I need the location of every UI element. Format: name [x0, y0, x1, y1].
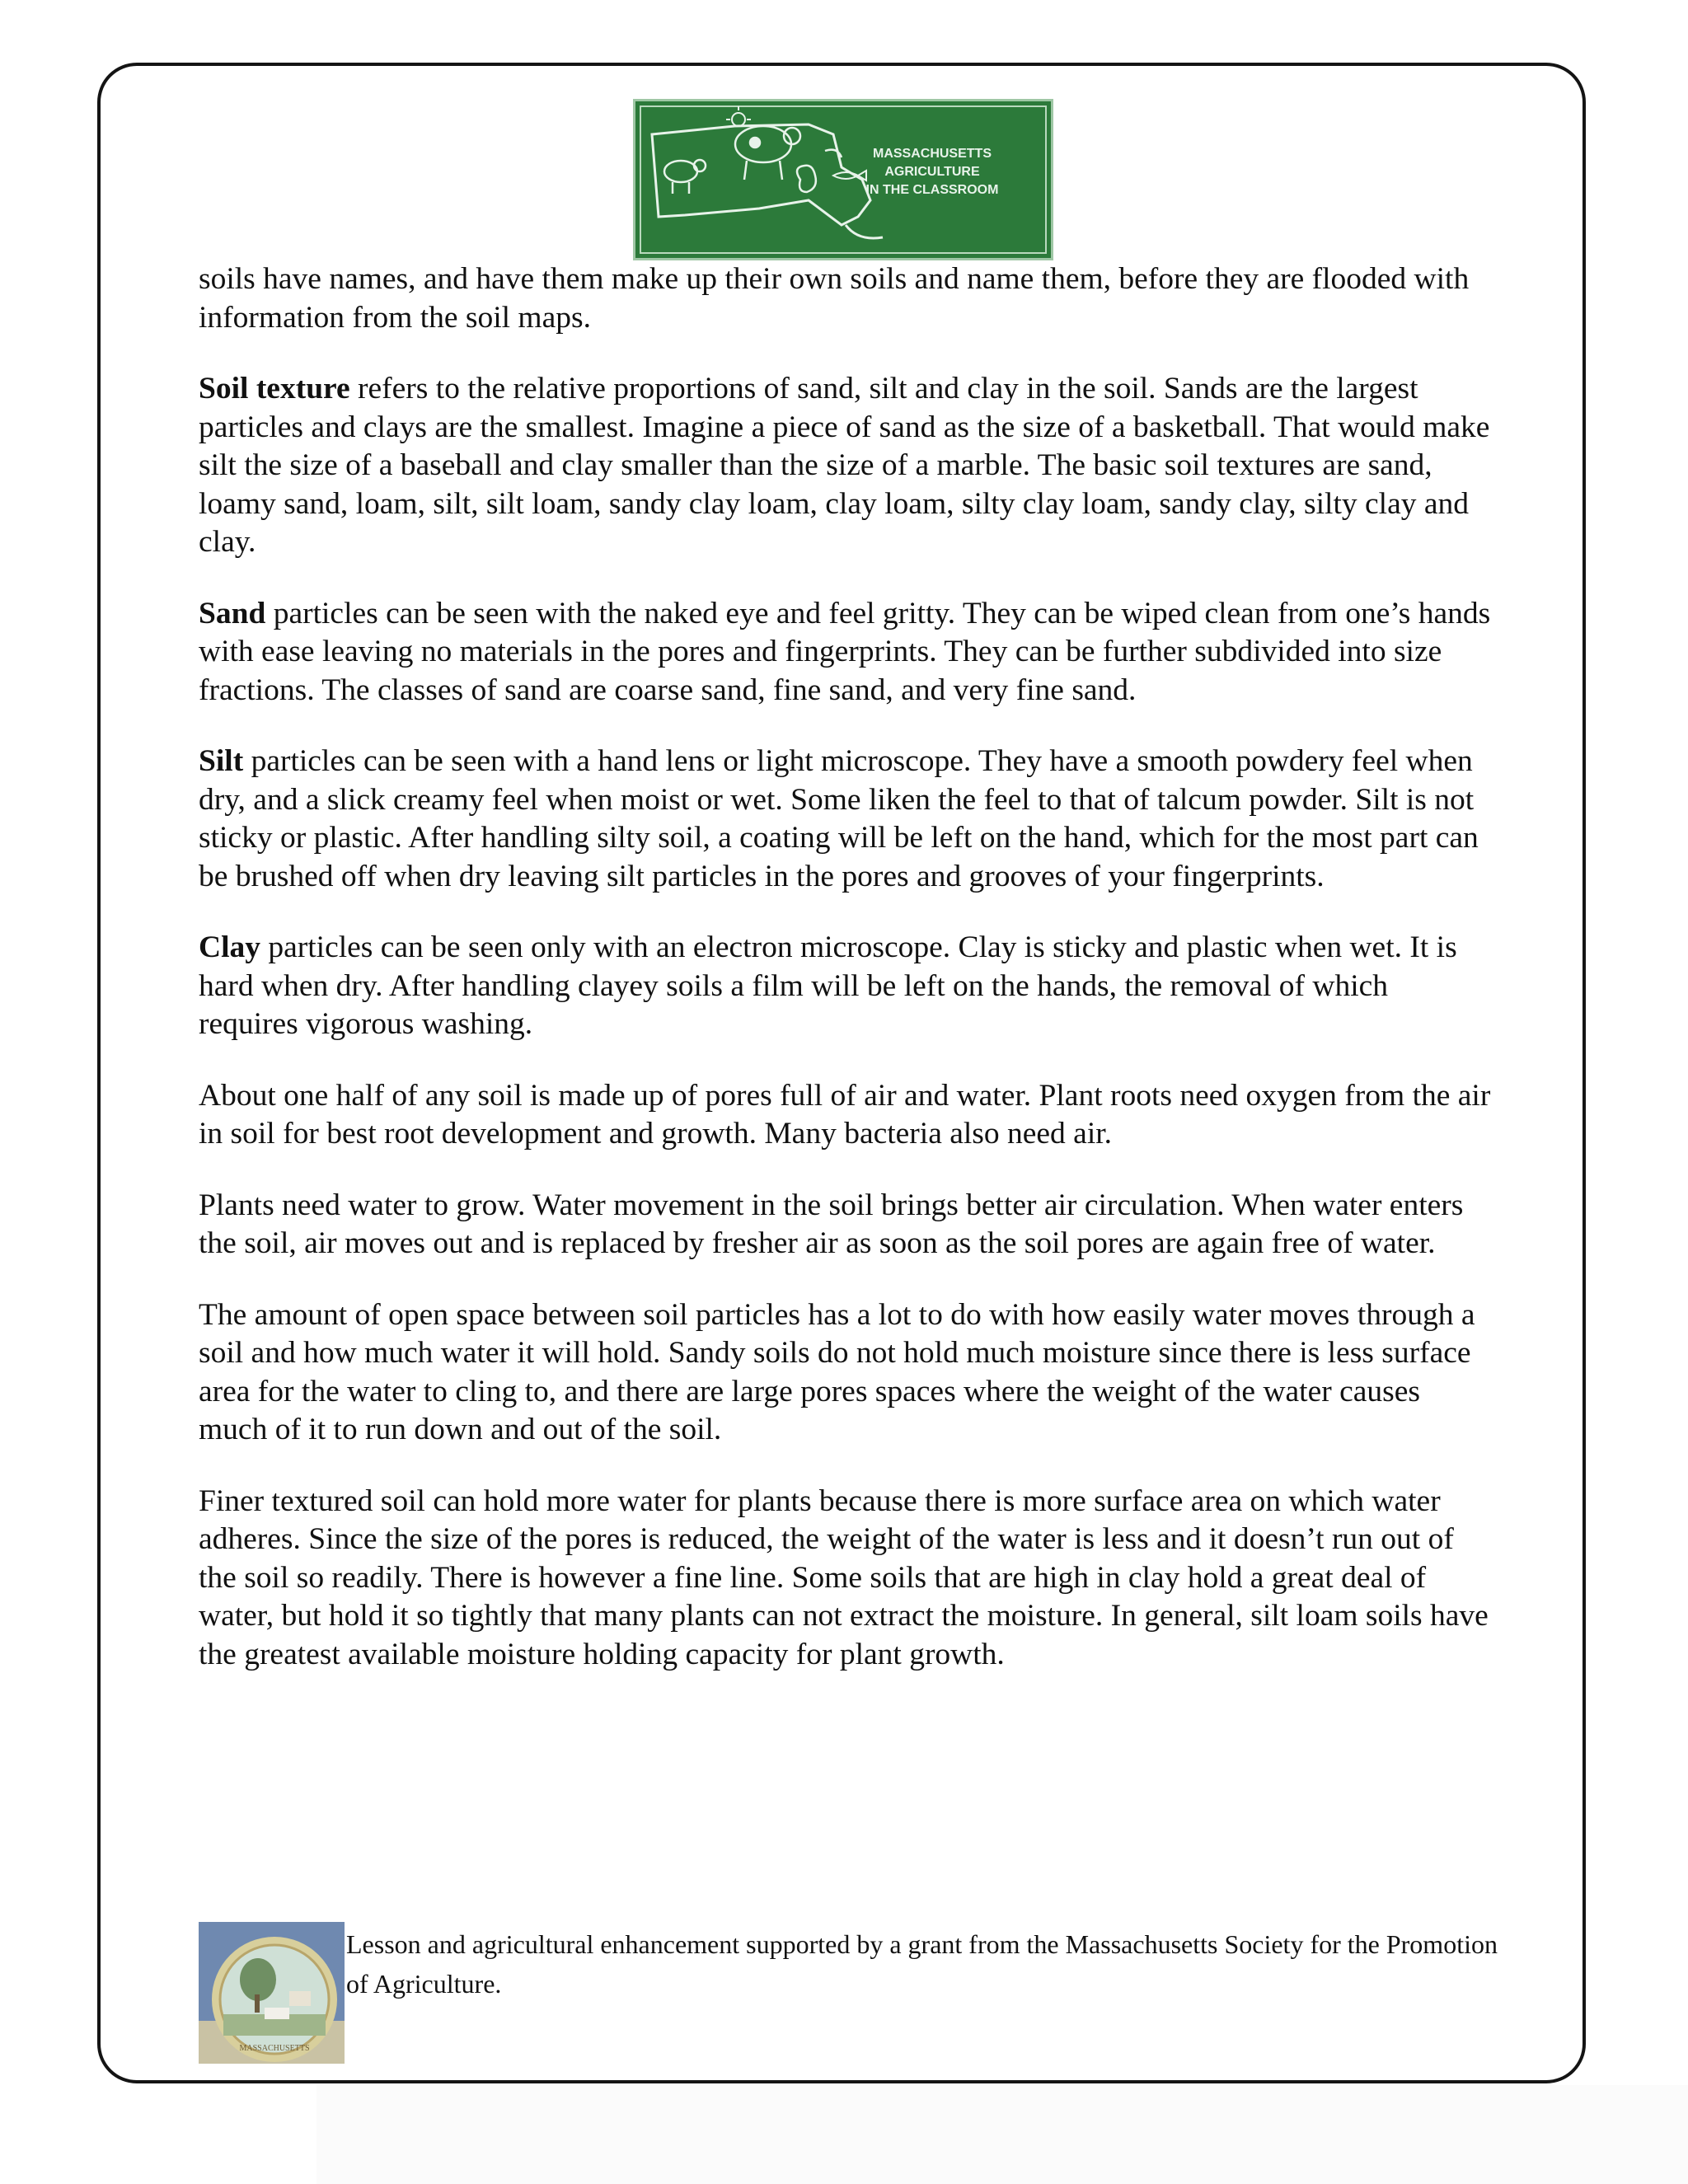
paragraph-soil-texture: Soil texture refers to the relative proportions of sand, silt and clay in the soil. Sands are the largest particles and clays are the smallest. Imagine a piece of sand as the size of a basketball. That would make silt the size of a baseball and clay smaller than the size of a marble. The basic soil textures are sand, loamy sand, loam, silt, silt loam, sandy clay loam, clay loam, silty clay loam, sandy clay, silty clay and clay.: [199, 372, 1490, 559]
paragraph-soil-names: soils have names, and have them make up their own soils and name them, before they are flooded with information from the soil maps.: [199, 262, 1470, 335]
massachusetts-agriculture-logo: [633, 99, 1053, 260]
lesson-body: [199, 260, 1493, 1707]
term-soil-texture: Soil texture: [199, 372, 350, 405]
paragraph-finer-texture: Finer textured soil can hold more water for plants because there is more surface area on which water adheres. Since the size of the pores is reduced, the weight of the water is less and it doesn’t run out of the soil so readily. There is however a fine line. Some soils that are high in clay hold a great deal of water, but hold it so tightly that many plants can not extract the moisture. In general, silt loam soils have the greatest available moisture holding capacity for plant growth.: [199, 1483, 1489, 1671]
paragraph-open-space: The amount of open space between soil particles has a lot to do with how easily water moves through a soil and how much water it will hold. Sandy soils do not hold much moisture since there is less surface area for the water to cling to, and there are large pores spaces where the weight of the water causes much of it to run down and out of the soil.: [199, 1297, 1475, 1446]
society-seal-image: [199, 1922, 345, 2064]
seal-inscription: MASSACHUSETTS: [239, 2044, 310, 2053]
paragraph-clay: Clay particles can be seen only with an electron microscope. Clay is sticky and plastic when wet. It is hard when dry. After handling clayey soils a film will be left on the hands, the removal of which requires vigorous washing.: [199, 930, 1457, 1041]
term-silt: Silt: [199, 744, 244, 778]
logo-line-2: AGRICULTURE: [884, 165, 980, 179]
logo-line-3: IN THE CLASSROOM: [865, 183, 999, 197]
paragraph-silt: Silt particles can be seen with a hand lens or light microscope. They have a smooth powdery feel when dry, and a slick creamy feel when moist or wet. Some liken the feel to that of talcum powder. Silt is not sticky or plastic. After handling silty soil, a coating will be left on the hand, which for the most part can be brushed off when dry leaving silt particles in the pores and grooves of your fingerprints.: [199, 744, 1479, 893]
grant-acknowledgement: Lesson and agricultural enhancement supported by a grant from the Massachusetts Society for the Promotion of Agriculture.: [346, 1929, 1498, 1999]
paragraph-sand: Sand particles can be seen with the naked eye and feel gritty. They can be wiped clean from one’s hands with ease leaving no materials in the pores and fingerprints. They can be further subdivided into size fractions. The classes of sand are coarse sand, fine sand, and very fine sand.: [199, 596, 1491, 707]
logo-line-1: MASSACHUSETTS: [872, 147, 992, 161]
paragraph-pores: About one half of any soil is made up of pores full of air and water. Plant roots need oxygen from the air in soil for best root development and growth. Many bacteria also need air.: [199, 1078, 1491, 1151]
term-sand: Sand: [199, 596, 266, 630]
page-edge-shadow: [316, 2085, 1688, 2184]
paragraph-water-movement: Plants need water to grow. Water movement in the soil brings better air circulation. When water enters the soil, air moves out and is replaced by fresher air as soon as the soil pores are again free of water.: [199, 1188, 1464, 1260]
term-clay: Clay: [199, 930, 260, 964]
